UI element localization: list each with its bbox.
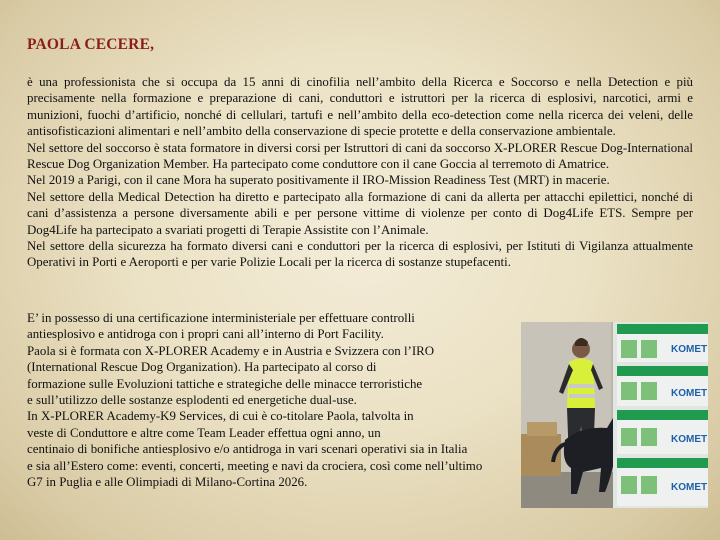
text-line: (International Rescue Dog Organization). Ha partecipato al corso di — [27, 360, 377, 375]
text-line: e sia all’Estero come: eventi, concerti, meeting e navi da crociera, così come nell’ultimo — [27, 458, 483, 473]
text-line: In X-PLORER Academy-K9 Services, di cui è co-titolare Paola, talvolta in — [27, 409, 414, 424]
photo-illustration — [521, 322, 708, 508]
box-label: KOMET — [671, 388, 708, 399]
paragraph-intro: è una professionista che si occupa da 15 anni di cinofilia nell’ambito della Ricerca e Soccorso e nella Detection e più precisamente nella formazione e preparazione di cani, conduttori e istruttori per la ricerca di esplosivi, narcotici, armi e munizioni, fuochi d’artificio, nonché di cellulari, tartufi e nell’ambito della eco-detection come nella ricerca dei veleni, delle antisofisticazioni alimentari e nell’ambito della conservazione di specie protette e della conservazione ambientale. — [27, 75, 693, 139]
text-line: veste di Conduttore e altre come Team Leader effettua ogni anno, un — [27, 425, 381, 440]
handler-dog-photo — [521, 322, 708, 508]
box-label: KOMET — [671, 482, 708, 493]
text-line: G7 in Puglia e alle Olimpiadi di Milano-Cortina 2026. — [27, 475, 308, 490]
page-title: PAOLA CECERE, — [27, 36, 155, 53]
text-line: Paola si è formata con X-PLORER Academy e in Austria e Svizzera con l’IRO — [27, 343, 435, 358]
vest — [567, 359, 595, 409]
text-line: formazione sulle Evoluzioni tattiche e strategiche delle minacce terroristiche — [27, 376, 423, 391]
product-box-stack — [613, 322, 708, 508]
paragraph-medical-detection: Nel settore della Medical Detection ha diretto e partecipato alla formazione di cani da allerta per attacchi epilettici, nonché di cani d’assistenza a persone diversamente abili e per persone vittime di violenze per conto di Dog4Life ETS. Sempre per Dog4Life ha partecipato a svariati progetti di Terapie Assistite con l’Animale. — [27, 189, 693, 237]
paragraph-security: Nel settore della sicurezza ha formato diversi cani e conduttori per la ricerca di esplosivi, per Istituti di Vigilanza attualmente Operativi in Porti e Aeroporti e per varie Polizie Locali per la ricerca di sostanze stupefacenti. — [27, 239, 693, 270]
paragraph-paris: Nel 2019 a Parigi, con il cane Mora ha superato positivamente il IRO-Mission Readiness Test (MRT) in macerie. — [27, 173, 610, 188]
text-line: e sull’utilizzo delle sostanze esplodenti ed energetiche dual-use. — [27, 393, 357, 408]
box-label: KOMET — [671, 434, 708, 445]
bio-narrow-text — [27, 310, 512, 490]
paragraph-rescue: Nel settore del soccorso è stata formatore in diversi corsi per Istruttori di cani da soccorso X-PLORER Rescue Dog-International Rescue Dog Organization Member. Ha partecipato come conduttore con il cane Goccia al terremoto di Amatrice. — [27, 140, 693, 172]
text-line: antiesplosivo e antidroga con i propri cani all’interno di Port Facility. — [27, 327, 384, 342]
text-line: E’ in possesso di una certificazione interministeriale per effettuare controlli — [27, 311, 415, 325]
text-line: centinaio di bonifiche antiesplosivo e/o antidroga in vari scenari operativi sia in Italia — [27, 442, 468, 457]
box-label: KOMET — [671, 344, 708, 355]
bio-full-width-text — [27, 74, 693, 271]
